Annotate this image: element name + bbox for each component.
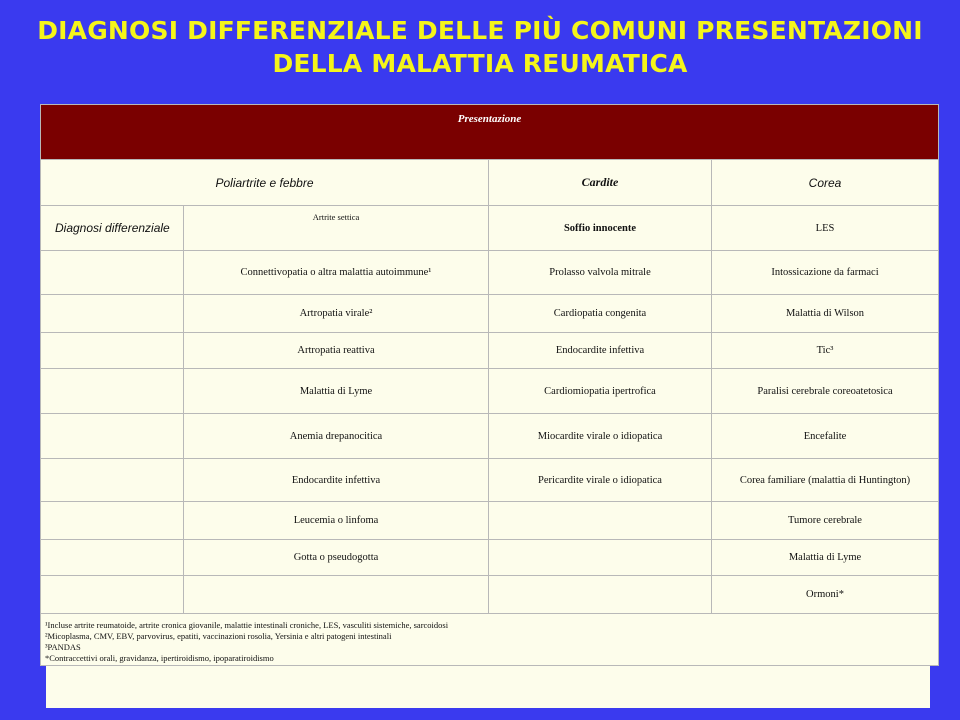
table-row <box>41 369 939 414</box>
table-cell: Endocardite infettiva <box>489 333 712 369</box>
table-cell <box>184 576 489 614</box>
table-cell <box>41 502 184 540</box>
table-row <box>41 502 939 540</box>
footnotes-cell <box>41 614 939 666</box>
table-cell: Soffio innocente <box>489 206 712 251</box>
table-cell: Tumore cerebrale <box>712 502 939 540</box>
table-cell: Malattia di Lyme <box>184 369 489 414</box>
footnote-1: ¹Incluse artrite reumatoide, artrite cronica giovanile, malattie intestinali croniche, LES, vasculiti sistemiche, sarcoidosi <box>45 620 449 630</box>
col-header-corea: Corea <box>712 160 939 206</box>
table-cell: LES <box>712 206 939 251</box>
table-cell <box>41 251 184 295</box>
title-line-2: DELLA MALATTIA REUMATICA <box>272 49 688 78</box>
col-header-cardite: Cardite <box>489 160 712 206</box>
table-cell <box>489 540 712 576</box>
table-row <box>41 459 939 502</box>
footnote-3: ³PANDAS <box>45 642 81 652</box>
table-cell <box>41 333 184 369</box>
table-cell: Malattia di Lyme <box>712 540 939 576</box>
table-row <box>41 540 939 576</box>
table-cell: Artropatia virale² <box>184 295 489 333</box>
differential-diagnosis-table <box>40 104 939 666</box>
footnotes-row <box>41 614 939 666</box>
header-presentazione: Presentazione <box>41 105 939 160</box>
table-row <box>41 206 939 251</box>
table-row <box>41 295 939 333</box>
table-cell: Corea familiare (malattia di Huntington) <box>712 459 939 502</box>
table-cell: Anemia drepanocitica <box>184 414 489 459</box>
table-cell: Malattia di Wilson <box>712 295 939 333</box>
table-cell: Gotta o pseudogotta <box>184 540 489 576</box>
table-cell: Intossicazione da farmaci <box>712 251 939 295</box>
table-cell <box>41 295 184 333</box>
table-cell <box>489 502 712 540</box>
column-headers-row <box>41 160 939 206</box>
footnote-4: *Contraccettivi orali, gravidanza, ipertiroidismo, ipoparatiroidismo <box>45 653 274 663</box>
table-cell <box>41 576 184 614</box>
table-cell: Prolasso valvola mitrale <box>489 251 712 295</box>
table-row <box>41 251 939 295</box>
table-cell <box>41 369 184 414</box>
table-cell: Ormoni* <box>712 576 939 614</box>
table-cell: Endocardite infettiva <box>184 459 489 502</box>
table-cell: Paralisi cerebrale coreoatetosica <box>712 369 939 414</box>
table-cell: Encefalite <box>712 414 939 459</box>
table-cell: Artropatia reattiva <box>184 333 489 369</box>
table-cell: Cardiomiopatia ipertrofica <box>489 369 712 414</box>
table-cell <box>489 576 712 614</box>
title-line-1: DIAGNOSI DIFFERENZIALE DELLE PIÙ COMUNI PRESENTAZIONI <box>37 16 923 45</box>
table-cell: Connettivopatia o altra malattia autoimmune¹ <box>184 251 489 295</box>
table-row <box>41 576 939 614</box>
table-cell <box>41 540 184 576</box>
table-cell <box>41 414 184 459</box>
footnote-2: ²Micoplasma, CMV, EBV, parvovirus, epatiti, vaccinazioni rosolia, Yersinia e altri patogeni intestinali <box>45 631 392 641</box>
header-row <box>41 105 939 160</box>
col-header-poliartrite: Poliartrite e febbre <box>41 160 489 206</box>
table-cell: Artrite settica <box>184 206 489 251</box>
table-row <box>41 333 939 369</box>
slide-title <box>0 14 960 80</box>
table-cell: Cardiopatia congenita <box>489 295 712 333</box>
table-cell: Tic³ <box>712 333 939 369</box>
table-cell: Leucemia o linfoma <box>184 502 489 540</box>
table-cell: Pericardite virale o idiopatica <box>489 459 712 502</box>
table-row <box>41 414 939 459</box>
table-cell <box>41 459 184 502</box>
row-label-diagnosi: Diagnosi differenziale <box>41 206 184 251</box>
table-cell: Miocardite virale o idiopatica <box>489 414 712 459</box>
